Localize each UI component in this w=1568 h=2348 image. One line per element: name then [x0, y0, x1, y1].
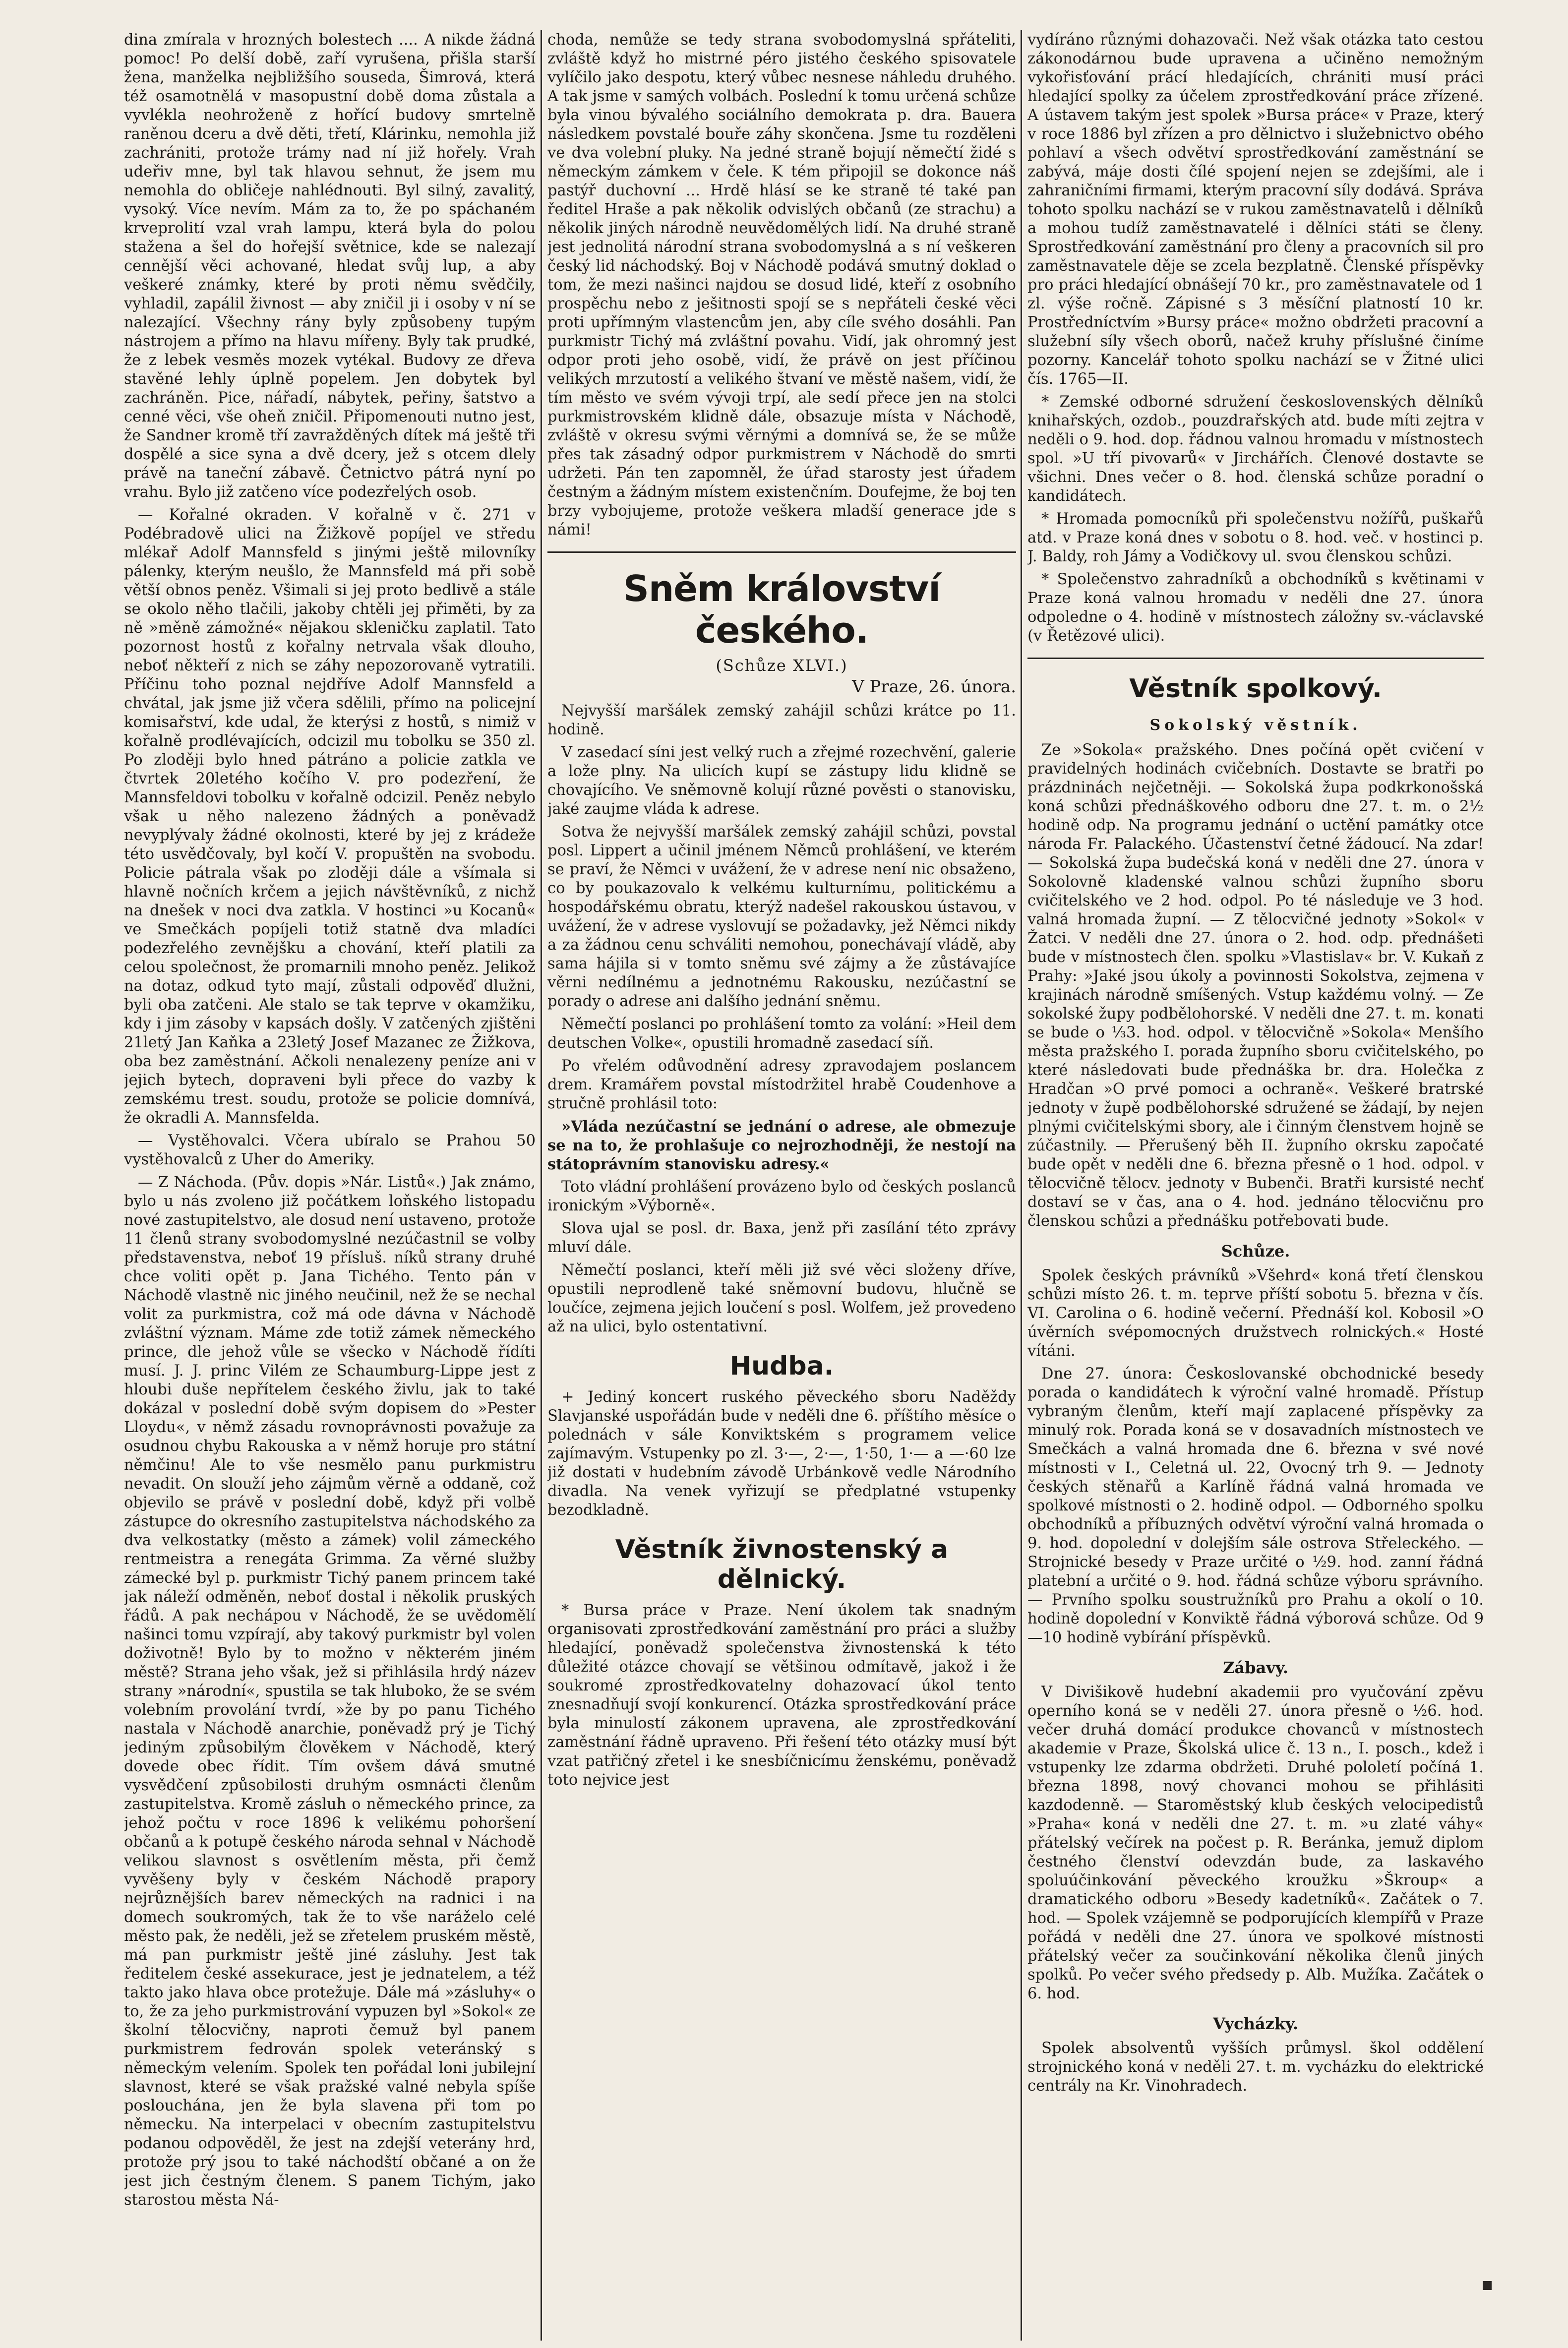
- theft-report: — Kořalné okraden. V kořalně v č. 271 v Podébradově ulici na Žižkově popíjel ve středu mlékař Adolf Mannsfeld s jinými ještě milovníky pálenky, kterým neušlo, že Mannsfeld má při sobě větší obnos peněz. Všimali si jej proto bedlivě a stále se okolo něho tlačili, jakoby chtěli jej přiměti, by za ně »měně zámožné« nějakou skleničku zaplatil. Tato pozornost hostů z kořalny netrvala však dlouho, neboť někteří z nich se záhy nepozorovaně vytratili. Příčinu toho poznal nejdříve Adolf Mannsfeld a chvátal, jak jsme již včera sdělili, přímo na policejní komisařství, kde udal, že kterýsi z hostů, s nimiž v kořalně prodlévajících, odcizil mu tobolku se 350 zl. Po zloději bylo hned pátráno a policie zatkla ve čtvrtek 20letého kočího V. pro podezření, že Mannsfeldovi tobolku v kořalně odcizil. Peněz nebylo však u něho nalezeno žádných a poněvadž nevyplývaly žádné okolnosti, které by jej z krádeže této usvědčovaly, byl kočí V. propuštěn na svobodu. Policie pátrala však po zloději dále a všímala si hlavně nočních krčem a jejich návštěvníků, z nichž na dnešek v noci dva zatkla. V hostinci »u Kocanů« ve Smečkách popíjeli totiž statně dva mladíci podezřelého zevnějšku a chování, kteří platili za celou společnost, že promarnili mnoho peněz. Jelikož na dotaz, odkud tyto mají, zůstali odpověď dlužni, byli oba zatčeni. Ale stalo se tak teprve v okamžiku, kdy i jim zásoby v kapsách došly. V zatčených zjištěni 21letý Jan Kaňka a 23letý Josef Mazanec ze Žižkova, oba bez zaměstnání. Ačkoli nenalezeny peníze ani v jejich bytech, dopraveni byli přece do vazby k zemskému trest. soudu, protože se policie domnívá, že okradli A. Mannsfelda.: [124, 506, 536, 1127]
- column-divider-left: [541, 30, 542, 2341]
- excursion-notice: Spolek absolventů vyšších průmysl. škol oddělení strojnického koná v neděli 27. t. m. vycházku do elektrické centrály na Kr. Vinohradech.: [1027, 2040, 1484, 2095]
- section-rule: [1027, 658, 1484, 659]
- gardeners-meeting-notice: * Společenstvo zahradníků a obchodníků s květinami v Praze koná valnou hromadu v neděli dne 27. února odpoledne o 4. hodině v místnostech záložny sv.-václavské (v Řetězové ulici).: [1027, 571, 1484, 645]
- diet-governor-statement-intro: Po vřelém odůvodnění adresy zpravodajem poslancem drem. Kramářem povstal místodržitel hrabě Coudenhove a stručně prohlásil toto:: [547, 1057, 1016, 1112]
- february-meetings: Dne 27. února: Českoslovanské obchodnické besedy porada o kandidátech k výroční valné hromadě. Přístup vybraným členům, kteří mají zaplacené příspěvky za minulý rok. Porada koná se v dosavadních místnostech ve Smečkách a valná hromada dne 6. března v své nové místnosti v I., Celetná ul. 22, Ovocný trh 9. — Jednoty českých stěnařů a Karlíně řádná valná hromada ve spolkové místnosti o 2. hodině odpol. — Odborného spolku obchodníků a příbuzných odvětví výroční valná hromada o 9. hod. dopolední v dolejším sále ostrova Střeleckého. — Strojnické besedy v Praze určité o ½9. hod. zanní řádná platební a určité o 9. hod. řádná schůze výboru správního. — Prvního spolku soustružníků pro Prahu a okolí o 10. hodině dopolední v Konviktě řádná výborová schůze. Od 9—10 hodině vybírání příspěvků.: [1027, 1365, 1484, 1646]
- murder-report-continuation: dina zmírala v hrozných bolestech .... A nikde žádná pomoc! Po delší době, zaří vyrušena, přišla starší žena, manželka nejbližšího souseda, Šimrová, která též osamotnělá v masopustní době doma zůstala a vyvlékla neohroženě z hořící budovy smrtelně raněnou dceru a dvě děti, třetí, Klárinku, nemohla již zachrániti, protože trámy nad ní již hořely. Vrah udeřiv mne, byl tak hlavou sehnut, že jsem mu nemohla do obličeje nahlédnouti. Byl silný, zavalitý, vysoký. Více nevím. Mám za to, že po spáchaném krveprolití vzal vrah lampu, která byla do polou stažena a šel do hořejší světnice, kde se nalezají cennější věci achované, hledat svůj lup, a aby veškeré známky, které by proti němu svědčily, vyhladil, zapálil živnost — aby zničil ji i osoby v ní se nalezající. Všechny rány byly způsobeny tupým nástrojem a přímo na hlavu mířeny. Byly tak prudké, že z lebek vesměs mozek vytékal. Budovy ze dřeva stavěné lehly úplně popelem. Jen dobytek byl zachráněn. Pice, nářadí, nábytek, peřiny, šatstvo a cenné věci, vše oheň zničil. Připomenouti nutno jest, že Sandner kromě tří zavražděných dítek má ještě tři dospělé a sice syna a dvě dcery, jež s otcem dlely právě na taneční zábavě. Četnictvo pátrá nyní po vrahu. Bylo již zatčeno více podezřelých osob.: [124, 31, 536, 501]
- diet-governor-quote: »Vláda nezúčastní se jednání o adrese, ale obmezuje se na to, že prohlašuje co nejrozhodněji, že nestojí na státoprávním stanovisku adresy.«: [547, 1118, 1016, 1173]
- labor-exchange-notice: * Bursa práce v Praze. Není úkolem tak snadným organisovati zprostředkování zaměstnání pro práci a služby hledající, poněvadž společenstva živnostenská k této důležité otázce chovají se většinou odmítavě, jakož i že soukromé zprostředkovatelny dohazovací úkol tento znesnadňují svojí konkurencí. Otázka sprostředkování práce byla minulostí zákonem upravena, ale zprostředkování zaměstnání řádně upraveno. Při řešení této otázky musí být vzat patřičný zřetel i ke snesbíčnicímu ženskému, poněvadž toto nejvice jest: [547, 1602, 1016, 1789]
- music-concert-notice: + Jediný koncert ruského pěveckého sboru Naděždy Slavjanské uspořádán bude v neděli dne 6. příštího měsíce o polednách v sále Konviktském s programem velice zajímavým. Vstupenky po zl. 3·—, 2·—, 1·50, 1·— a —·60 lze již dostati v hudebním závodě Urbánkově vedle Národního divadla. Na venek vyřizují se předplatné vstupenky bezodkladně.: [547, 1388, 1016, 1519]
- diet-atmosphere: V zasedací síni jest velký ruch a zřejmé rozechvění, galerie a lože plny. Na ulicích kupí se zástupy lidu klidně se chovajícího. Ve sněmovně kolují různé pověsti o stanovisku, jaké zaujme vláda k adrese.: [547, 744, 1016, 818]
- trade-section-title: Věstník živnostenský a dělnický.: [615, 1535, 949, 1594]
- emigrants-note: — Vystěhovalci. Včera ubíralo se Prahou 50 vystěhovalců z Uher do Ameriky.: [124, 1132, 536, 1168]
- vsehrd-meeting: Spolek českých právníků »Všehrd« koná třetí členskou schůzi místo 26. t. m. teprve příští sobotu 5. března v čís. VI. Carolina o 6. hodině večerní. Přednáší kol. Kobosil »O úvěrních svépomocných družstvech rolnických.« Hosté vítáni.: [1027, 1267, 1484, 1360]
- sokol-news: Ze »Sokola« pražského. Dnes počíná opět cvičení v pravidelných hodinách cvičebních. Dostavte se bratři po prázdninách nejčetněji. — Sokolská župa podkrkonošská koná schůzi přednáškového odboru dne 27. t. m. o 2½ hodině odp. Na programu jednání o uctění památky otce národa Fr. Palackého. Účastenství četné žádoucí. Na zdar! — Sokolská župa budečská koná v neděli dne 27. února v Sokolovně kladenské valnou schůzi župního sboru cvičitelského ve 2 hod. odpol. Po té následuje ve 3 hod. valná hromada župní. — Z tělocvičné jednoty »Sokol« v Žatci. V neděli dne 27. února o 2. hod. odp. přednášeti bude v místnostech člen. spolku »Vlastislav« br. V. Kukaň z Prahy: »Jaké jsou úkoly a povinnosti Sokolstva, zejmena v krajinách národně smíšených. Vstup každému volný. — Ze sokolské župy podbělohorské. V neděli dne 27. t. m. konati se bude o ⅓3. hod. odpol. v tělocvičně »Sokola« Menšího města pražského I. porada župního sboru cvičitelského, po které následovati bude přednáška br. dra. Holečka z Hradčan »O prvé pomoci a ochraně«. Veškeré bratrské jednoty v župě podbělohorské sdružené se žádají, by nejen plnými cvičitelskými sbory, ale i činným členstvem hojně se zúčastnily. — Přerušený běh II. župního okrsku započaté bude opět v neděli dne 6. března přesně o 1 hod. odpol. v tělocvičně tělocv. jednoty v Bubenči. Bratři kursisté nechť dostaví se v čas, ana o 4. hod. jednáno tělocvičnu pro členskou schůzi a přednášku potřebovati bude.: [1027, 741, 1484, 1230]
- music-section-title: Hudba.: [729, 1351, 834, 1381]
- diet-session-number: (Schůze XLVI.): [716, 656, 848, 675]
- diet-german-walkout: Němečtí poslanci po prohlášení tomto za volání: »Heil dem deutschen Volke«, opustili hromadně zasedací síň.: [547, 1016, 1016, 1052]
- nachod-report-continuation: choda, nemůže se tedy strana svobodomyslná spřáteliti, zvláště když ho mistrné péro jistého českého spisovatele vylíčilo jako despotu, který vůbec nesnese náhledu druhého. A tak jsme v samých volbách. Poslední k tomu určená schůze byla vinou bývalého sociálního demokrata p. dra. Bauera následkem povstalé bouře záhy skončena. Jsme tu rozděleni ve dva volební pluky. Na jedné straně bojují němečtí židé s německým zámkem v čele. K tém připojil se dokonce náš pastýř duchovní ... Hrdě hlásí se ke straně té také pan ředitel Hraše a pak několik odvislých občanů (ze strachu) a několik jiných národně neuvědomělých lidí. Na druhé straně jest jednolitá národní strana svobodomyslná a s ní veškeren český lid náchodský. Boj v Náchodě podává smutný doklad o tom, že mezi našinci najdou se dosud lidé, kteří z osobního prospěchu nebo z ješitnosti spojí se s nepřáteli české věci proti upřímným vlastencům jen, aby cíle svého dosáhli. Pan purkmistr Tichý má zvláštní povahu. Vidí, jak ohromný jest odpor proti jeho osobě, vidí, že právě on jest příčinou velikých mrzutostí a velikého štvaní ve městě našem, vidí, že tím město ve svém vývoji trpí, ale sedí přece jen na stolci purkmistrovském klidně dále, obsazuje místa v Náchodě, zvláště v okresu svými věrnými a domnívá se, že se může přes tak zásadný odpor purkmistrem v Náchodě do smrti udržeti. Pán ten zapomněl, že úřad starosty jest úřadem čestným a žádným místem existenčním. Doufejme, že boj ten brzy vybojujeme, protože veškera mladší generace jde s námi!: [547, 31, 1016, 539]
- section-rule: [547, 551, 1016, 553]
- sokol-subheading: Sokolský věstník.: [1149, 717, 1362, 734]
- diet-dateline: V Praze, 26. února.: [852, 677, 1016, 697]
- labor-exchange-continuation: vydíráno různými dohazovači. Než však otázka tato cestou zákonodárnou bude upravena a učiněno nemožným vykořisťování prácí hledajících, chrániti musí práci hledající spolky za účelem zprostředkování práce zřízené. A ústavem takým jest spolek »Bursa práce« v Praze, který v roce 1886 byl zřízen a pro dělnictvo i služebnictvo obého pohlaví a všech odvětví sprostředkování zaměstnání se zabývá, máje dosti čílé spojení nejen se zdejšími, ale i zahraničními firmami, kterým pracovní síly dodává. Správa tohoto spolku nachází se v rukou zaměstnavatelů i dělníků a mohou tudíž zaměstnavatelé i dělníci státi se členy. Sprostředkování zaměstnání pro členy a pracovních sil pro zaměstnavatele děje se zcela bezplatně. Členské příspěvky pro práci hledající obnášejí 70 kr., pro zaměstnavatele od 1 zl. výše ročně. Zápisné s 3 měsíční platností 10 kr. Prostředníctvím »Bursy práce« možno obdržeti pracovní a služební síly všech oborů, načež kruhy příslušné činíme pozorny. Kancelář tohoto spolku nachází se v Žitné ulici čís. 1765—II.: [1027, 31, 1484, 388]
- entertainment-news: V Divišikově hudební akademii pro vyučování zpěvu operního koná se v neděli 27. února přesně o ½6. hod. večer druhá domácí produkce chovanců v místnostech akademie v Praze, Školská ulice č. 13 n., I. posch., kdež i vstupenky lze zdarma obdržeti. Druhé pololetí počíná 1. března 1898, nový chovanci mohou se přihlásiti kazdodenně. — Staroměstský klub českých velocipedistů »Praha« koná v neděli dne 27. t. m. »u zlaté váhy« přátelský večírek na počest p. R. Beránka, jemuž diplom čestného členství odevzdán bude, za laskavého spoluúčinkování pěveckého kroužku »Škroup« a dramatického odboru »Besedy kadetníků«. Začátek o 7. hod. — Spolek vzájemně se podporujících klempířů v Praze pořádá v neděli dne 27. února ve spolkové místnosti přátelský večer za součinkování několika členů jiných spolků. Po večer svého předsedy p. Alb. Mužíka. Začátek o 6. hod.: [1027, 1684, 1484, 2002]
- bookbinders-union-notice: * Zemské odborné sdružení československých dělníků knihařských, ozdob., pouzdrařských atd. bude míti zejtra v neděli o 9. hod. dop. řádnou valnou hromadu v místnostech spol. »U tří pivovarů« v Jirchářích. Členové dostavte se všichni. Dnes večer o 8. hod. členská schůze poradní o kandidátech.: [1027, 393, 1484, 505]
- column-divider-right: [1021, 30, 1022, 2341]
- column-1: [124, 31, 536, 2342]
- diet-german-departure: Němečtí poslanci, kteří měli již své věci složeny dříve, opustili neprodleně také sněmovní budovu, hlučně se loučíce, zejmena jejich loučení s posl. Wolfem, jež provedeno až na ulici, bylo ostentativní.: [547, 1262, 1016, 1335]
- nachod-report: — Z Náchoda. (Pův. dopis »Nár. Listů«.) Jak známo, bylo u nás zvoleno již počátkem loňského listopadu nové zastupitelstvo, ale dosud není ustaveno, protože 11 členů strany svobodomyslné nezúčastnil se volby představenstva, neboť 19 přísluš. níků strany druhé chce voliti opět p. Jana Tichého. Tento pán v Náchodě vlastně nic jiného neučinil, než že se nechal volit za purkmistra, což má ode dávna v Náchodě zvláštní význam. Máme zde totiž zámek německého prince, dle jehož vůle se všecko v Náchodě řídíti musí. J. J. princ Vilém ze Schaumburg-Lippe jest z hloubi duše nepřítelem českého živlu, jak to také dokázal v poslední době svým dopisem do »Pester Lloydu«, v němž zásadu rovnoprávnosti považuje za osudnou chybu Rakouska a v němž horuje pro státní němčinu! Ale to vše nesmělo panu purkmistru nevadit. On slouží jeho zájmům věrně a oddaně, což objevilo se právě v poslední době, když při volbě zástupce do okresního zastupitelstva náchodského za dva velkostatky (město a zámek) volil zámeckého rentmeistra a renegáta Grimma. Za věrné služby zámecké byl p. purkmistr Tichý panem princem také jak náleží odměněn, neboť dostal i několik pruských řádů. A pak nechápou v Náchodě, že se uvědomělí našinci tomu vzpírají, aby takový purkmistr byl volen doživotně! Bylo by to možno v některém jiném městě? Strana jeho však, jež si přihlásila hrdý název strany »národní«, spustila se tak hluboko, že se svém volebním provolání tvrdí, »že by po panu Tichého nastala v Náchodě anarchie, poněvadž prý je Tichý jediným způsobilým člověkem v Náchodě, který dovede obec řídit. Tím ovšem dává smutné vysvědčení způsobilosti druhým osmnácti členům zastupitelstva. Kromě zásluh o německého prince, za jehož počtu v roce 1896 k velikému pohoršení občanů a k potupě českého národa sehnal v Náchodě velikou slavnost s osvětlením města, při čemž vyvěšeny byly v českém Náchodě prapory nejrůznějších barev německých na radnici i na domech soukromých, tak že to vše naráželo celé město pak, že neděli, jež se zřetelem pruském městě, má pan purkmistr ještě jiné zásluhy. Jest tak ředitelem české assekurace, jest je jednatelem, a též takto jako hlava obce protežuje. Dále má »zásluhy« o to, že za jeho purkmistrování vypuzen byl »Sokol« ze školní tělocvičny, naproti čemuž byl panem purkmistrem fedrován spolek veteránský s německým velením. Spolek ten pořádal loni jubilejní slavnost, které se však pražské valné nebyla spíše poslouchána, jen že byla slavena při tom po německu. Na interpelaci v obecním zastupitelstvu podanou odpověděl, že jest na zdejší veterány hrd, protože prý jsou to také náchodští občané a on že jest jich čestným členem. S panem Tichým, jako starostou města Ná-: [124, 1174, 536, 2209]
- meetings-subheading: Schůze.: [1221, 1242, 1290, 1261]
- printer-mark: [1483, 2281, 1492, 2290]
- entertainment-subheading: Zábavy.: [1223, 1658, 1288, 1677]
- excursions-subheading: Vycházky.: [1212, 2014, 1298, 2033]
- diet-baxa-speech: Slova ujal se posl. dr. Baxa, jenž při zasílání této zprávy mluví dále.: [547, 1220, 1016, 1256]
- diet-reaction: Toto vládní prohlášení provázeno bylo od českých poslanců ironickým »Výborně«.: [547, 1178, 1016, 1214]
- column-2: [547, 31, 1016, 2342]
- cutlers-meeting-notice: * Hromada pomocníků při společenstvu nožířů, puškařů atd. v Praze koná dnes v sobotu o 8. hod. več. v hostinci p. J. Baldy, roh Jámy a Vodičkovy ul. svou členskou schůzi.: [1027, 510, 1484, 565]
- club-section-title: Věstník spolkový.: [1129, 674, 1382, 704]
- diet-opening: Nejvyšší maršálek zemský zahájil schůzi krátce po 11. hodině.: [547, 702, 1016, 738]
- diet-lippert-declaration: Sotva že nejvyšší maršálek zemský zahájil schůzi, povstal posl. Lippert a učinil jménem Němců prohlášení, ve kterém se praví, že Němci v uvážení, že v adrese není nic obsaženo, co by poukazovalo k velkému kulturnímu, politickému a hospodářskému obratu, kterýž nadešel rakouskou ústavou, v uvážení, že v adrese vyslovují se požadavky, jež Němci nikdy a za žádnou cenu schváliti nemohou, ponechávají vládě, aby sama hájila si v tomto sněmu své zájmy a že zůstávajíce věrni nedílnému a jednotnému Rakousku, nezúčastní se porady o adrese ani dalšího jednání sněmu.: [547, 823, 1016, 1010]
- diet-section-title: Sněm království českého.: [623, 568, 940, 651]
- column-3: [1027, 31, 1484, 2342]
